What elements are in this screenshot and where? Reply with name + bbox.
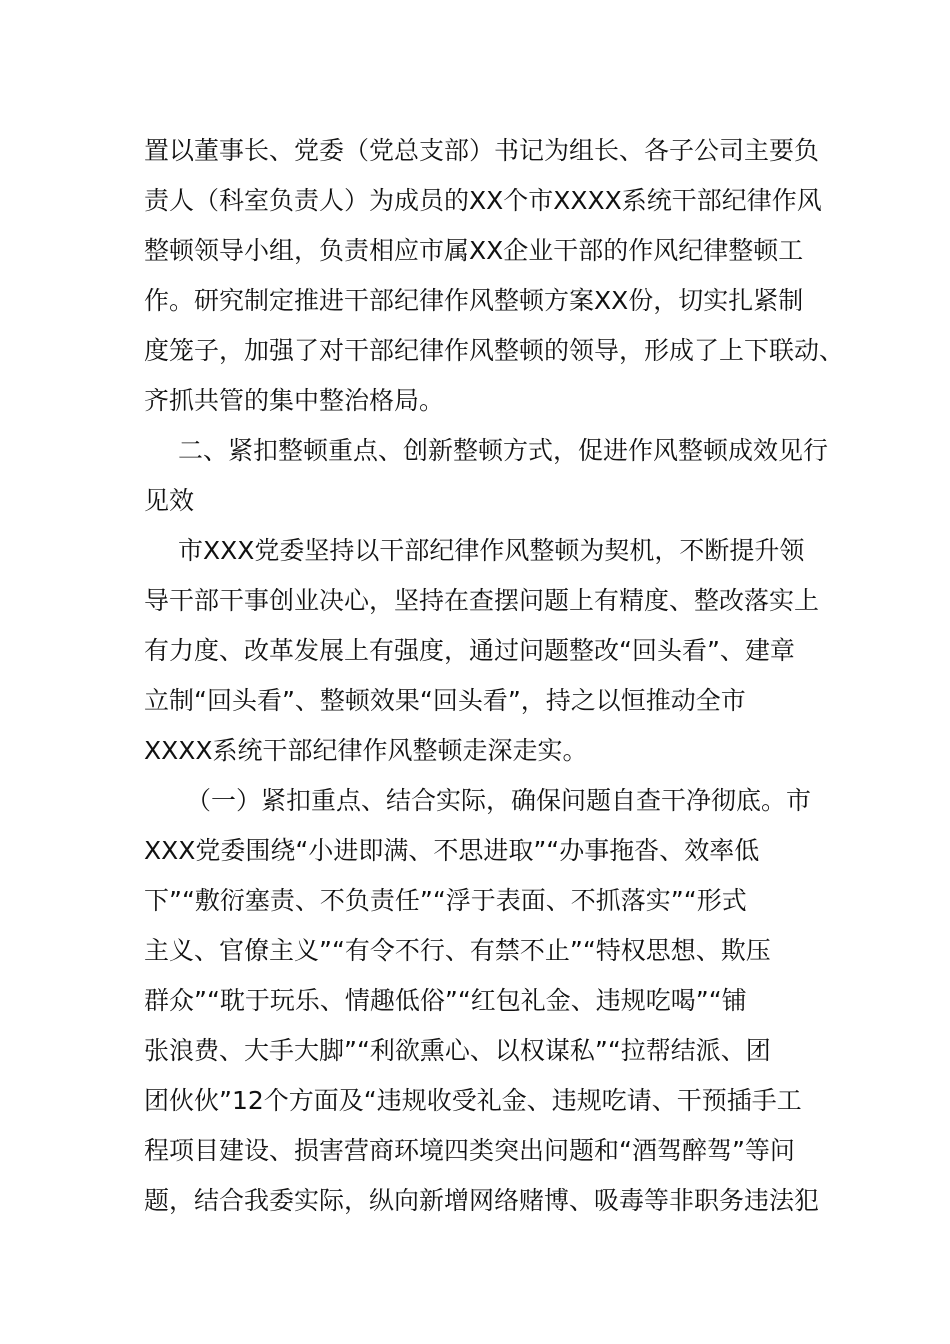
- paragraph-line: 责人（科室负责人）为成员的XX个市XXXX系统干部纪律作风: [144, 186, 822, 215]
- paragraph-line: 题，结合我委实际，纵向新增网络赌博、吸毒等非职务违法犯: [144, 1186, 820, 1215]
- paragraph-line: 张浪费、大手大脚”“利欲熏心、以权谋私”“拉帮结派、团: [144, 1036, 771, 1065]
- subsection-heading-line: （一）紧扣重点、结合实际，确保问题自查干净彻底。市: [186, 786, 812, 815]
- paragraph-line: 下”“敷衍塞责、不负责任”“浮于表面、不抓落实”“形式: [144, 886, 747, 915]
- paragraph-line: XXXX系统干部纪律作风整顿走深走实。: [144, 736, 588, 765]
- section-heading-line: 二、紧扣整顿重点、创新整顿方式，促进作风整顿成效见行: [178, 436, 829, 465]
- paragraph-line: XXX党委围绕“小进即满、不思进取”“办事拖沓、效率低: [144, 836, 760, 865]
- paragraph-line: 齐抓共管的集中整治格局。: [144, 386, 445, 415]
- section-heading-line: 见效: [144, 486, 195, 515]
- paragraph-line: 市XXX党委坚持以干部纪律作风整顿为契机，不断提升领: [178, 536, 805, 565]
- document-body: [144, 126, 845, 1226]
- paragraph-line: 程项目建设、损害营商环境四类突出问题和“酒驾醉驾”等问: [144, 1136, 795, 1165]
- paragraph-line: 导干部干事创业决心，坚持在查摆问题上有精度、整改落实上: [144, 586, 820, 615]
- paragraph-line: 团伙伙”12个方面及“违规收受礼金、违规吃请、干预插手工: [144, 1086, 802, 1115]
- paragraph-line: 整顿领导小组，负责相应市属XX企业干部的作风纪律整顿工: [144, 236, 804, 265]
- paragraph-line: 有力度、改革发展上有强度，通过问题整改“回头看”、建章: [144, 636, 795, 665]
- paragraph-line: 主义、官僚主义”“有令不行、有禁不止”“特权思想、欺压: [144, 936, 771, 965]
- paragraph-line: 立制“回头看”、整顿效果“回头看”，持之以恒推动全市: [144, 686, 746, 715]
- paragraph-line: 置以董事长、党委（党总支部）书记为组长、各子公司主要负: [144, 136, 820, 165]
- paragraph-line: 作。研究制定推进干部纪律作风整顿方案XX份，切实扎紧制: [144, 286, 804, 315]
- paragraph-line: 群众”“耽于玩乐、情趣低俗”“红包礼金、违规吃喝”“铺: [144, 986, 747, 1015]
- paragraph-line: 度笼子，加强了对干部纪律作风整顿的领导，形成了上下联动、: [144, 336, 845, 365]
